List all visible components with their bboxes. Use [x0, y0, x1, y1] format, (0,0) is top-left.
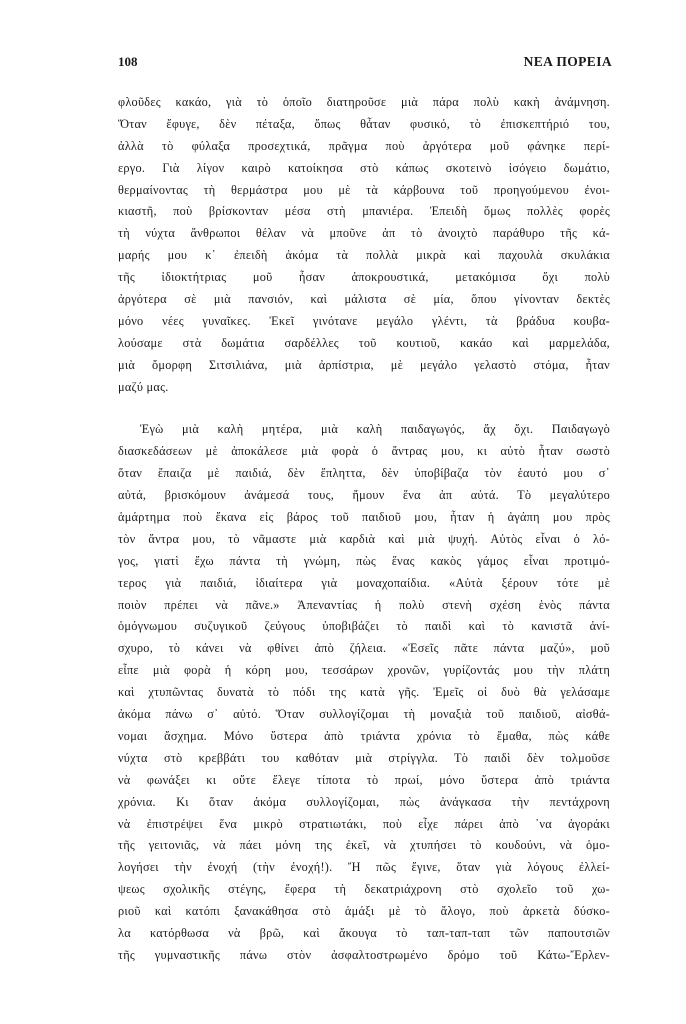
text-line: ριοῦ καὶ κατόπι ξανακάθησα στὸ ἁμάξι μὲ τὸ ἄλογο, ποὺ ἀρκετὰ δύσκο- [118, 904, 610, 919]
text-line: Ἐγὼ μιὰ καλὴ μητέρα, μιὰ καλὴ παιδαγωγός, ἄχ ὄχι. Παιδαγωγὸ [140, 422, 610, 437]
text-line: τῆς ἰδιοκτήτριας μοῦ ἦσαν ἀποκρουστικά, μετακόμισα ὄχι πολὺ [118, 270, 610, 285]
text-line: διασκεδάσεων μὲ ἀποκάλεσε μιὰ φορὰ ὁ ἄντρας μου, κι αὐτὸ ἦταν σωστὸ [118, 444, 610, 459]
text-line: τὴ νύχτα ἄνθρωποι θέλαν νὰ μποῦνε ἀπ τὸ ἀνοιχτὸ παράθυρο τῆς κά- [118, 226, 610, 241]
text-line: ψεως σχολικῆς στέγης, ἔφερα τὴ δεκατριάχρονη στὸ σχολεῖο τοῦ χω- [118, 882, 610, 897]
text-line: χρόνια. Κι ὅταν ἀκόμα συλλογίζομαι, πὼς ἀνάγκασα τὴν πεντάχρονη [118, 794, 610, 809]
text-line: λογήσει τὴν ἐνοχή (τὴν ἐνοχή!). Ἤ πῶς ἔγινε, ὅταν γιὰ λόγους ἐλλεί- [118, 860, 610, 875]
text-line: Ὅταν ἔφυγε, δὲν πέταξα, ὅπως θἆταν φυσικό, τὸ ἐπισκεπτήριό του, [118, 116, 610, 131]
text-line: τερος γιὰ παιδιά, ἰδιαίτερα γιὰ μοναχοπαίδια. «Αὐτὰ ξέρουν τότε μὲ [118, 575, 610, 590]
text-line: αὐτά, βρισκόμουν ἀνάμεσά τους, ἤμουν ἕνα ἀπ αὐτά. Τὸ μεγαλύτερο [118, 488, 610, 503]
text-line: ὁμόγνωμου συζυγικοῦ ζεύγους ὑποβιβάζει τὸ παιδὶ καὶ τὸ κανιστᾶ ἀνί- [118, 619, 610, 634]
paragraph [118, 419, 610, 966]
text-line: εργο. Γιὰ λίγον καιρὸ κατοίκησα στὸ κάπως σκοτεινὸ ἰσόγειο δωμάτιο, [118, 160, 610, 175]
text-line: νὰ ἐπιστρέψει ἕνα μικρὸ στρατιωτάκι, ποὺ εἶχε πάρει ἀπὸ ᾽να ἀγοράκι [118, 816, 610, 831]
text-line: καὶ χτυπῶντας δυνατὰ τὸ πόδι της κατὰ γῆς. Ἐμεῖς οἱ δυὸ θὰ γελάσαμε [118, 685, 610, 700]
text-line: γος, γιατὶ ἔχω πάντα τὴ γνώμη, πὼς ἕνας κακὸς γάμος εἶναι προτιμό- [118, 553, 610, 568]
text-line: ἀργότερα σὲ μιὰ πανσιόν, καὶ μάλιστα σὲ μία, ὅπου γίνονταν δεκτὲς [118, 292, 610, 307]
paragraph [118, 92, 610, 398]
body-text [118, 92, 610, 967]
text-line: σχυρο, τὸ κάνει νὰ φθίνει ἀπὸ ζήλεια. «Ἐσεῖς πᾶτε πάντα μαζύ», μοῦ [118, 641, 610, 656]
text-line: νὰ φωνάξει κι οὔτε ἔλεγε τίποτα τὸ πρωί, μόνο ὕστερα ἀπὸ τριάντα [118, 772, 610, 787]
text-line: ποιὸν πρέπει νὰ πᾶνε.» Ἀπεναντίας ἡ πολὺ στενὴ σχέση ἑνὸς πάντα [118, 597, 610, 612]
text-line: λα κατόρθωσα νὰ βρῶ, καὶ ἄκουγα τὸ ταπ-ταπ-ταπ τῶν παπουτσιῶν [118, 925, 610, 940]
text-line: κιαστῆ, ποὺ βρίσκονταν μέσα στὴ μπανιέρα. Ἐπειδὴ ὅμως πολλὲς φορὲς [118, 204, 610, 219]
text-line: νομαι ἄσχημα. Μόνο ὕστερα ἀπὸ τριάντα χρόνια τὸ ἔμαθα, πὼς κάθε [118, 728, 610, 743]
text-line: τὸν ἄντρα μου, τὸ νᾶμαστε μιὰ καρδιὰ καὶ μιὰ ψυχή. Αὐτὸς εἶναι ὁ λό- [118, 531, 610, 546]
text-line: ὅταν ἔπαιζα μὲ παιδιά, δὲν ἔπληττα, δὲν ὑποβίβαζα τὸν ἑαυτό μου σ᾽ [118, 466, 610, 481]
text-line: τῆς γυμναστικῆς πάνω στὸν ἀσφαλτοστρωμένο δρόμο τοῦ Κάτω-Ἔρλεν- [118, 947, 610, 962]
text-line: μιὰ ὄμορφη Σιτσιλιάνα, μιὰ ἀρπίστρια, μὲ μεγάλο γελαστὸ στόμα, ἦταν [118, 357, 610, 372]
text-line: μόνο νέες γυναῖκες. Ἐκεῖ γινότανε μεγάλο γλέντι, τὰ βράδυα κουβα- [118, 313, 610, 328]
paragraph-gap [118, 398, 610, 419]
text-line: μαρής μου κ᾽ ἐπειδὴ ἀκόμα τὰ πολλὰ μικρὰ καὶ παχουλὰ σκυλάκια [118, 248, 610, 263]
text-line: ἀλλὰ τὸ φύλαξα προσεχτικά, πρᾶγμα ποὺ ἀργότερα μοῦ φάνηκε περί- [118, 138, 610, 153]
text-line: εἶπε μιὰ φορὰ ἡ κόρη μου, τεσσάρων χρονῶν, γυρίζοντάς μου τὴν πλάτη [118, 663, 610, 678]
text-line: λούσαμε στὰ δωμάτια σαρδέλλες τοῦ κουτιοῦ, κακάο καὶ μαρμελάδα, [118, 335, 610, 350]
text-line: νύχτα στὸ κρεββάτι του καθόταν μιὰ στρίγγλα. Τὸ παιδὶ δὲν τολμοῦσε [118, 750, 610, 765]
text-line: φλοῦδες κακάο, γιὰ τὸ ὁποῖο διατηροῦσε μιὰ πάρα πολὺ κακὴ ἀνάμνηση. [118, 95, 610, 109]
text-line: ἁμάρτημα ποὺ ἔκανα εἰς βάρος τοῦ παιδιοῦ μου, ἦταν ἡ ἀγάπη μου πρὸς [118, 510, 610, 525]
page-header [118, 54, 612, 74]
text-line: μαζύ μας. [118, 379, 169, 394]
text-line: τῆς γειτονιᾶς, νὰ πάει μόνη της ἐκεῖ, νὰ χτυπήσει τὸ κουδούνι, νὰ ὁμο- [118, 838, 610, 853]
running-head: ΝΕΑ ΠΟΡΕΙΑ [523, 54, 612, 69]
page-number: 108 [118, 54, 138, 69]
text-line: θερμαίνοντας τὴ θερμάστρα μου μὲ τὰ κάρβουνα τοῦ προηγούμενου ἐνοι- [118, 182, 610, 197]
text-line: ἀκόμα πάνω σ᾽ αὐτό. Ὅταν συλλογίζομαι τὴ μοναξιὰ τοῦ παιδιοῦ, αἰσθά- [118, 707, 610, 722]
